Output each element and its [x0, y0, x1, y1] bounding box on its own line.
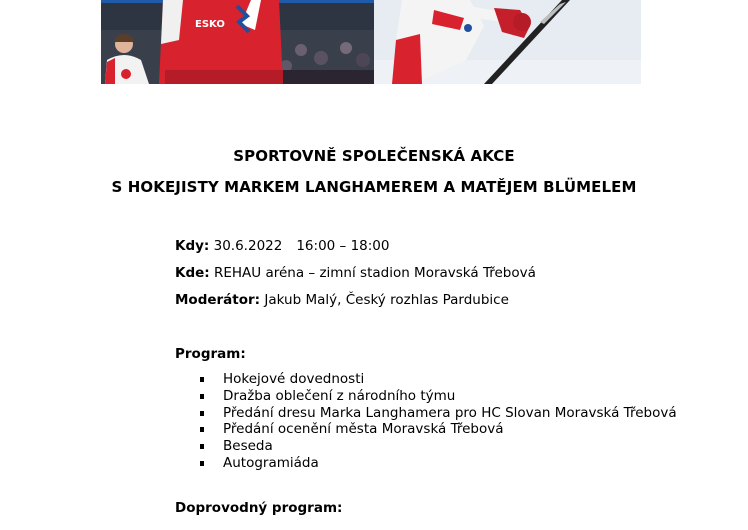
bullet-icon — [200, 427, 204, 432]
moderator-value: Jakub Malý, Český rozhlas Pardubice — [264, 292, 509, 308]
bullet-icon — [200, 377, 204, 382]
doprovodny-program-heading: Doprovodný program: — [175, 500, 343, 516]
event-when — [175, 238, 390, 254]
bullet-icon — [200, 394, 204, 399]
photo-left-illustration — [101, 0, 374, 84]
program-item — [200, 438, 677, 455]
program-item — [200, 455, 677, 472]
program-item-text: Autogramiáda — [223, 454, 319, 471]
program-item-text: Předání ocenění města Moravská Třebová — [223, 421, 504, 438]
program-item — [200, 371, 677, 388]
program-item-text: Dražba oblečení z národního týmu — [223, 387, 456, 404]
program-item — [200, 388, 677, 405]
event-title-line-1: SPORTOVNĚ SPOLEČENSKÁ AKCE — [233, 147, 515, 165]
program-item-text: Hokejové dovednosti — [223, 371, 365, 387]
program-list — [200, 371, 677, 472]
when-time: 16:00 – 18:00 — [296, 238, 390, 254]
program-item — [200, 405, 677, 422]
bullet-icon — [200, 461, 204, 466]
when-date: 30.6.2022 — [213, 238, 283, 254]
where-value: REHAU aréna – zimní stadion Moravská Třebová — [213, 265, 536, 281]
where-label: Kde: — [175, 265, 210, 281]
event-where — [175, 265, 536, 281]
program-item — [200, 421, 677, 438]
program-item-text: Předání dresu Marka Langhamera pro HC Slovan Moravská Třebová — [223, 404, 677, 421]
program-item-text: Beseda — [223, 438, 273, 455]
when-label: Kdy: — [175, 238, 210, 254]
moderator-label: Moderátor: — [175, 292, 261, 308]
bullet-icon — [200, 411, 204, 416]
program-heading: Program: — [175, 346, 246, 362]
event-title-line-2: S HOKEJISTY MARKEM LANGHAMEREM A MATĚJEM BLÜMELEM — [111, 178, 637, 196]
photo-hockey-player-skating — [374, 0, 641, 84]
photo-hockey-player-celebrating — [101, 0, 374, 84]
bullet-icon — [200, 444, 204, 449]
jersey-text: ESKO — [195, 19, 225, 30]
photo-right-illustration — [374, 0, 641, 84]
event-moderator — [175, 292, 509, 308]
